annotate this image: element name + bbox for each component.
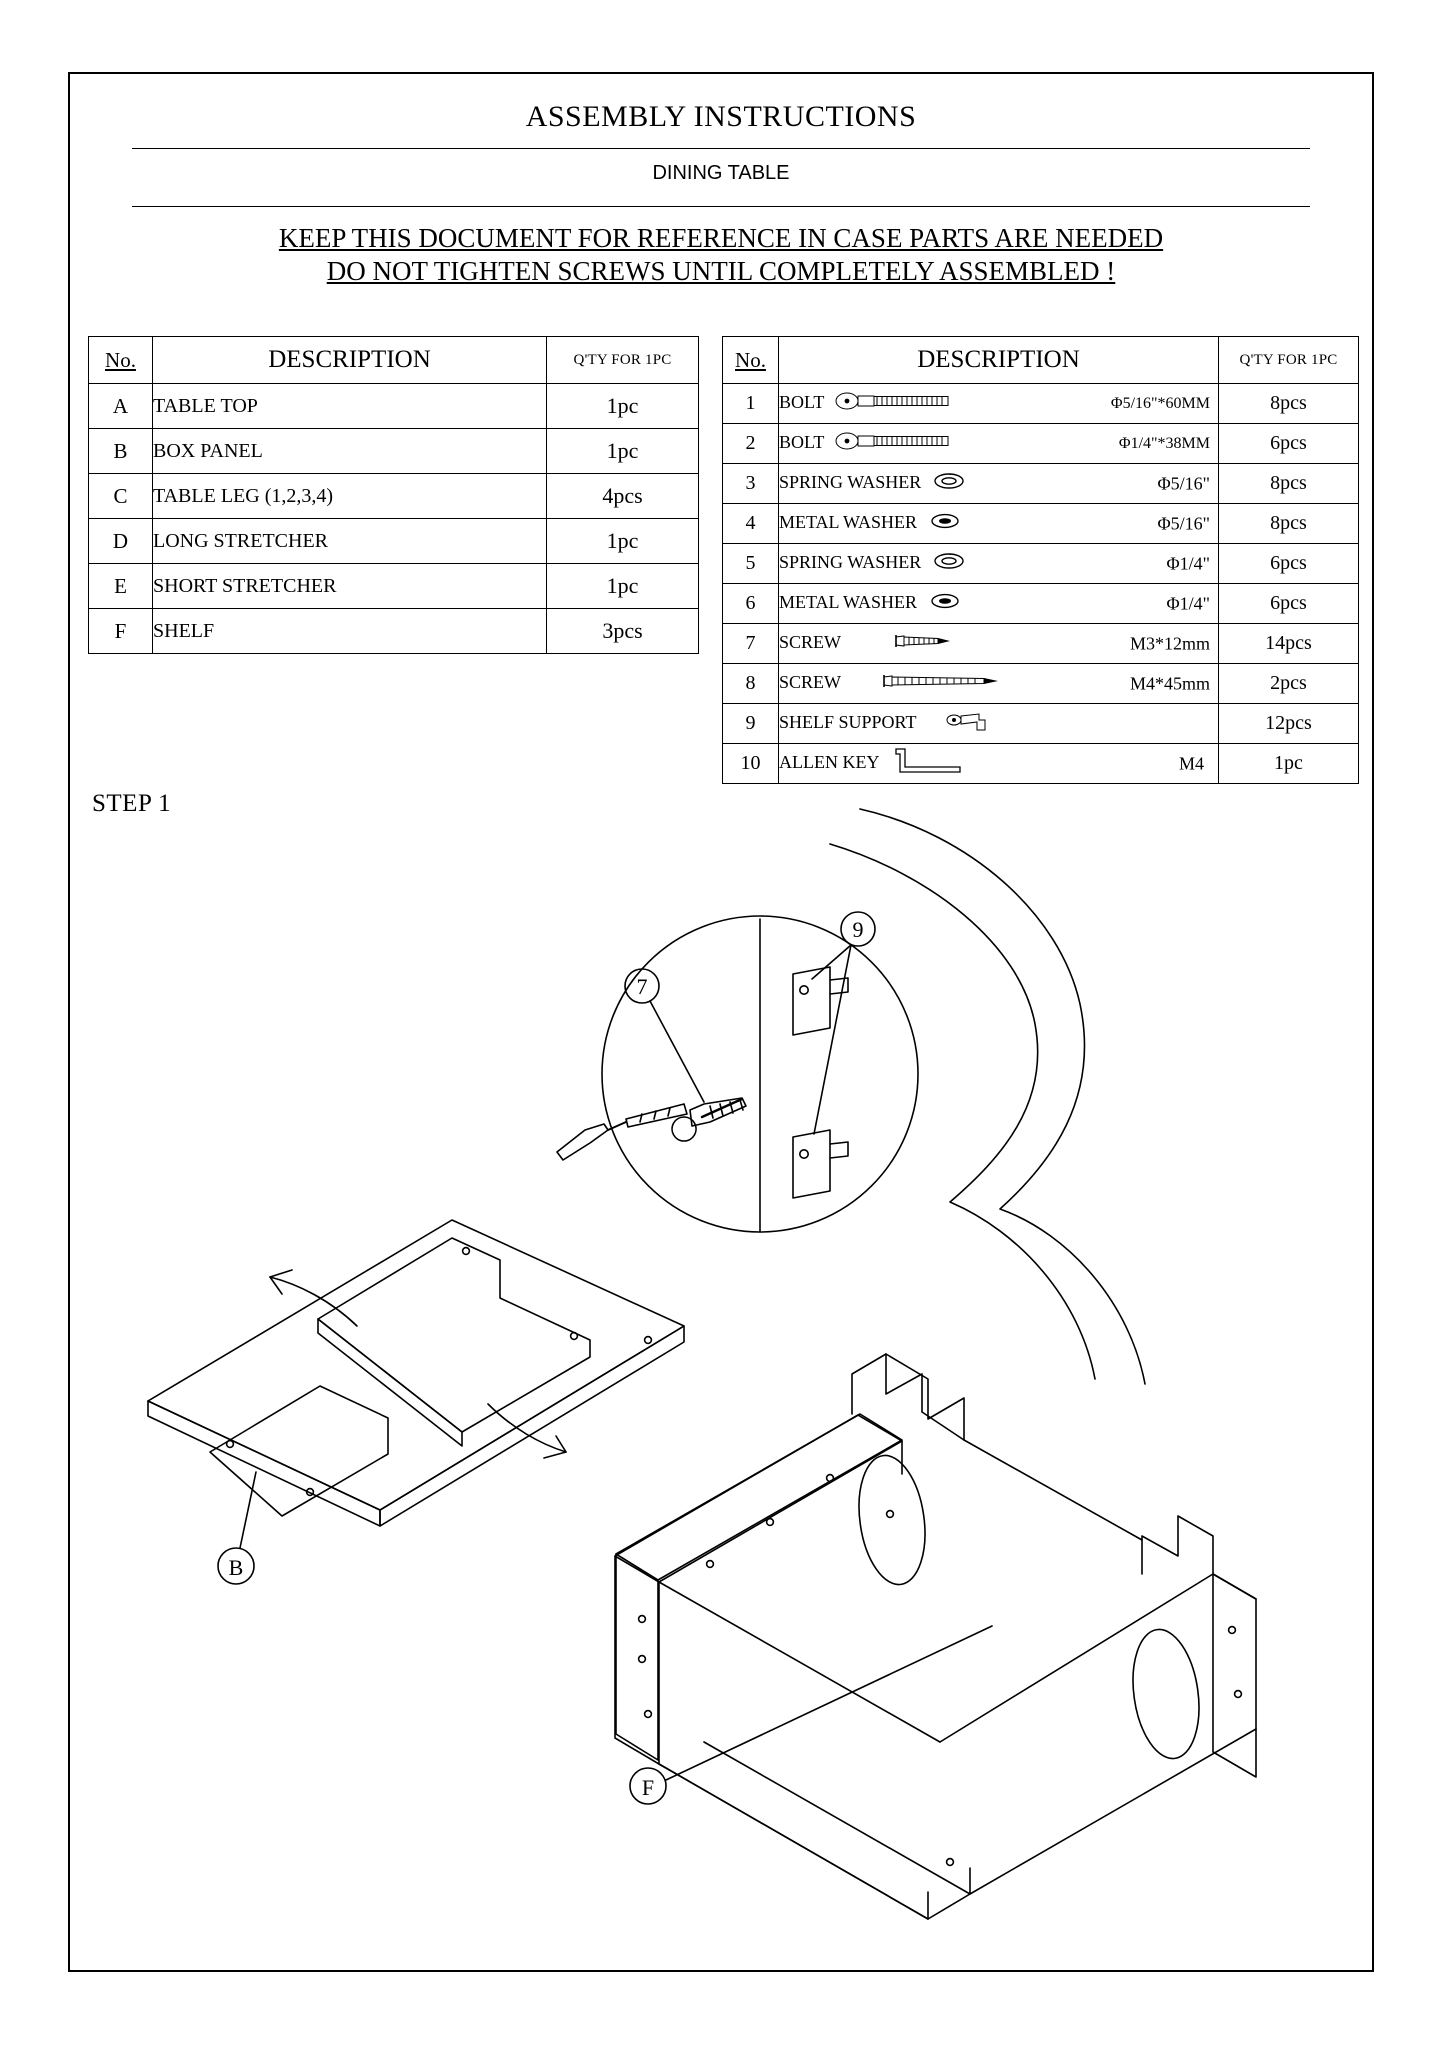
hardware-spec: M4*45mm — [1129, 673, 1210, 693]
hardware-no: 5 — [723, 544, 779, 584]
part-qty: 1pc — [547, 429, 699, 474]
parts-header-qty: Q'TY FOR 1PC — [547, 337, 699, 384]
product-name: DINING TABLE — [652, 162, 790, 184]
part-no: D — [89, 519, 153, 564]
warning-line-2: DO NOT TIGHTEN SCREWS UNTIL COMPLETELY ASSEMBLED ! — [326, 255, 1116, 286]
shelf-support-upper — [793, 967, 830, 1035]
shelf-support-lower-tab — [830, 1142, 848, 1158]
hardware-no: 8 — [723, 664, 779, 704]
step1-diagram — [70, 74, 1372, 1970]
parts-header-description: DESCRIPTION — [153, 337, 547, 384]
part-qty: 1pc — [547, 564, 699, 609]
hardware-header-qty: Q'TY FOR 1PC — [1219, 337, 1359, 384]
part-description: LONG STRETCHER — [153, 519, 547, 564]
part-description: TABLE TOP — [153, 384, 547, 429]
part-no: F — [89, 609, 153, 654]
hardware-name: SPRING WASHER — [779, 471, 922, 492]
hardware-qty: 6pcs — [1219, 544, 1359, 584]
hardware-spec: Φ1/4" — [1166, 553, 1210, 573]
shelf-support-upper-tab — [830, 978, 848, 994]
warning-line-1: KEEP THIS DOCUMENT FOR REFERENCE IN CASE PARTS ARE NEEDED — [278, 223, 1164, 253]
hardware-qty: 2pcs — [1219, 664, 1359, 704]
hardware-qty: 8pcs — [1219, 464, 1359, 504]
part-no: E — [89, 564, 153, 609]
callout-9-label: 9 — [852, 917, 864, 942]
hardware-spec: Φ1/4" — [1166, 593, 1210, 613]
leader-band-inner — [830, 844, 1095, 1379]
hardware-no: 3 — [723, 464, 779, 504]
callout-7-label: 7 — [636, 974, 648, 999]
part-qty: 1pc — [547, 384, 699, 429]
hardware-spec: M3*12mm — [1129, 633, 1210, 653]
callout-F-label: F — [641, 1775, 655, 1800]
hardware-qty: 6pcs — [1219, 424, 1359, 464]
hardware-qty: 1pc — [1219, 744, 1359, 784]
part-description: BOX PANEL — [153, 429, 547, 474]
part-qty: 3pcs — [547, 609, 699, 654]
highlight-ellipse-2 — [1125, 1625, 1206, 1763]
hardware-name: METAL WASHER — [779, 511, 918, 532]
part-no: A — [89, 384, 153, 429]
hardware-spec: Φ5/16" — [1157, 513, 1210, 533]
hardware-name: BOLT — [779, 431, 825, 452]
hardware-name: SCREW — [779, 631, 842, 652]
hardware-name: METAL WASHER — [779, 591, 918, 612]
hardware-qty: 8pcs — [1219, 384, 1359, 424]
part-description: SHELF — [153, 609, 547, 654]
leader-band-outer — [860, 809, 1145, 1384]
hardware-no: 4 — [723, 504, 779, 544]
shelf-support-lower — [793, 1130, 830, 1198]
part-description: TABLE LEG (1,2,3,4) — [153, 474, 547, 519]
hardware-qty: 8pcs — [1219, 504, 1359, 544]
part-qty: 1pc — [547, 519, 699, 564]
callout-F-leader — [666, 1626, 992, 1780]
hardware-no: 1 — [723, 384, 779, 424]
highlight-ellipse-1 — [851, 1451, 932, 1589]
hardware-spec: Φ1/4"*38MM — [1118, 434, 1210, 452]
callout-B-label: B — [228, 1555, 244, 1580]
hardware-no: 2 — [723, 424, 779, 464]
hardware-spec: M4 — [1178, 753, 1204, 773]
hardware-header-no: No. — [735, 347, 766, 372]
part-no: C — [89, 474, 153, 519]
parts-header-no: No. — [105, 347, 136, 372]
callout-B-leader — [240, 1472, 256, 1548]
hardware-name: BOLT — [779, 391, 825, 412]
hardware-name: SPRING WASHER — [779, 551, 922, 572]
hardware-spec: Φ5/16" — [1157, 473, 1210, 493]
instruction-sheet — [68, 72, 1374, 1972]
hardware-qty: 14pcs — [1219, 624, 1359, 664]
part-description: SHORT STRETCHER — [153, 564, 547, 609]
hardware-name: ALLEN KEY — [779, 751, 880, 772]
shelf-assembly — [615, 1354, 1284, 1919]
part-qty: 4pcs — [547, 474, 699, 519]
hardware-no: 7 — [723, 624, 779, 664]
hardware-no: 9 — [723, 704, 779, 744]
hardware-header-description: DESCRIPTION — [779, 337, 1219, 384]
hardware-no: 6 — [723, 584, 779, 624]
step-label: STEP 1 — [92, 790, 172, 817]
callout-7-leader — [650, 1001, 704, 1102]
part-no: B — [89, 429, 153, 474]
bracket-hole-upper — [800, 986, 808, 994]
hardware-spec: Φ5/16"*60MM — [1110, 394, 1210, 412]
hardware-name: SCREW — [779, 671, 842, 692]
hardware-qty: 6pcs — [1219, 584, 1359, 624]
page-title: ASSEMBLY INSTRUCTIONS — [525, 100, 917, 133]
hardware-name: SHELF SUPPORT — [779, 711, 917, 732]
hardware-no: 10 — [723, 744, 779, 784]
hardware-qty: 12pcs — [1219, 704, 1359, 744]
box-panel-part — [148, 1220, 684, 1526]
bracket-hole-lower — [800, 1150, 808, 1158]
